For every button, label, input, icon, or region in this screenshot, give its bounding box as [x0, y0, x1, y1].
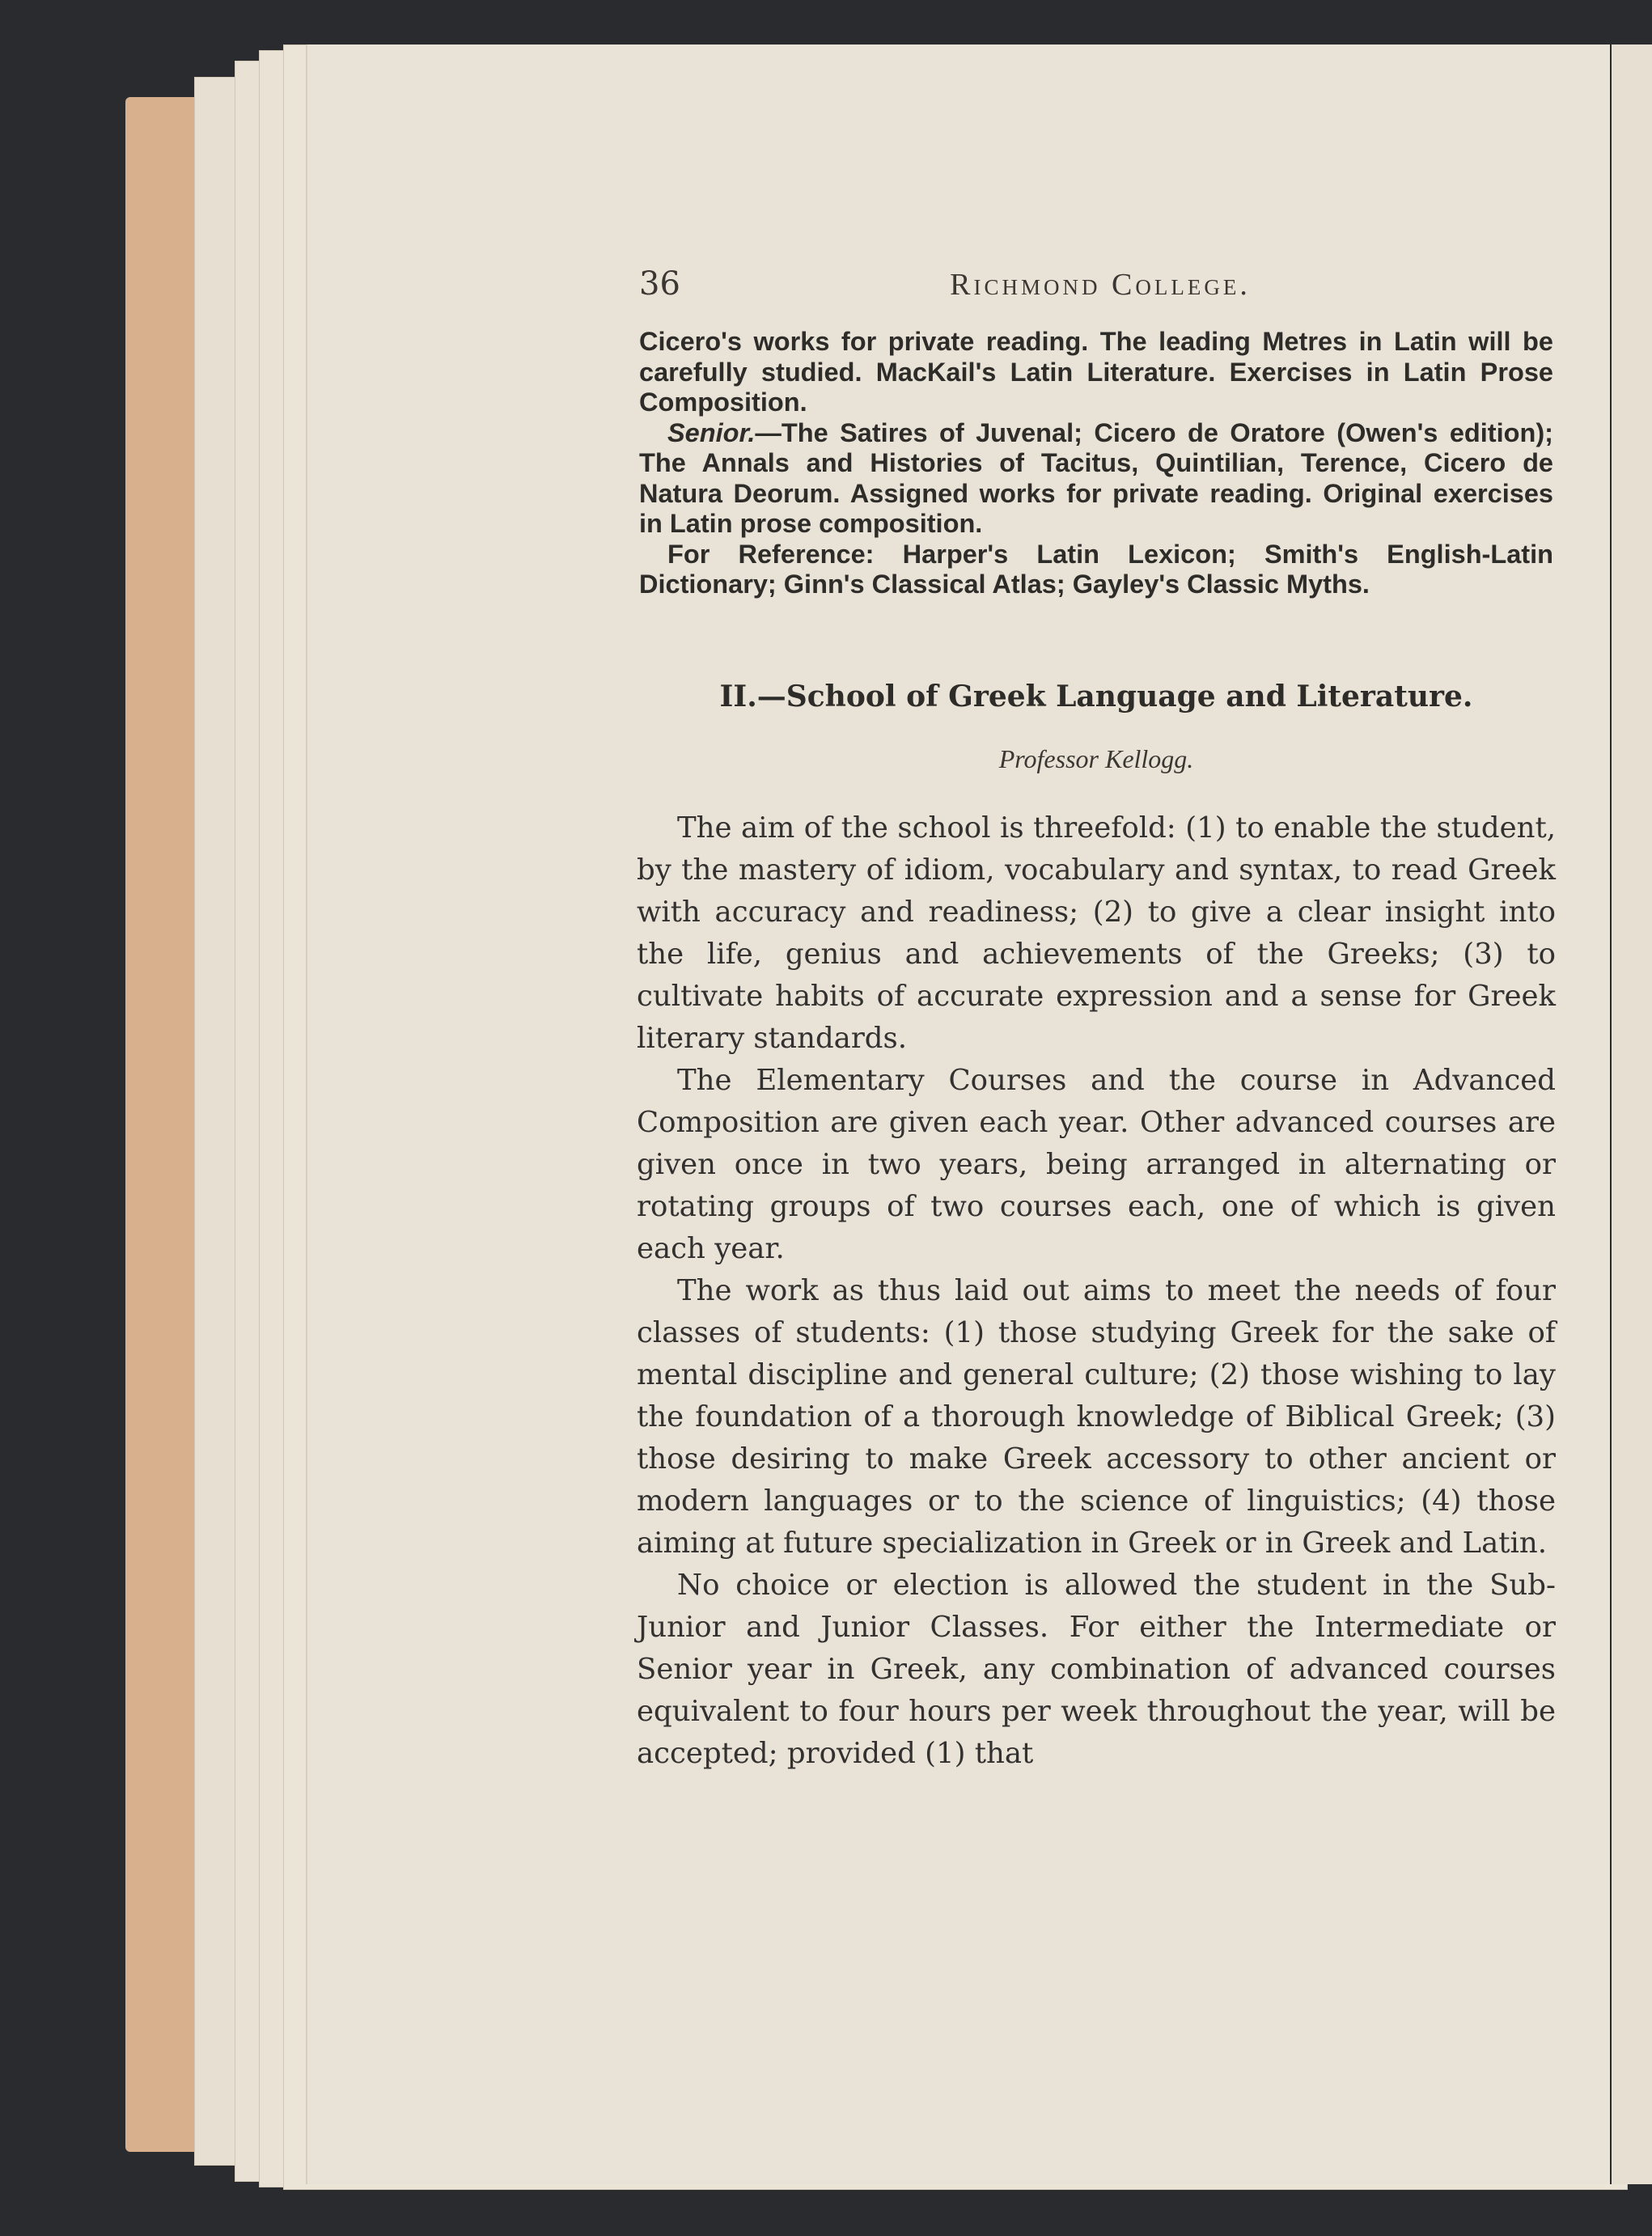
latin-reading-paragraph: Cicero's works for private reading. The leading Metres in Latin will be carefully studied. MacKail's Latin Literature. Exercises in Latin Prose Composition.: [639, 327, 1553, 417]
senior-label: Senior.: [667, 417, 756, 447]
running-title: Richmond College.: [950, 268, 1251, 302]
body-paragraph: No choice or election is allowed the student in the Sub-Junior and Junior Classes. For either the Intermediate or Senior year in Greek, any combination of advanced courses equivalent to four hours per week throughout the year, will be accepted; provided (1) that: [637, 1569, 1556, 1770]
professor-name: Professor Kellogg.: [998, 744, 1194, 773]
greek-section-body: [637, 807, 1556, 1775]
section-heading: II.—School of Greek Language and Literature.: [719, 680, 1473, 714]
facing-page-edge: [1610, 44, 1652, 2184]
page-number: 36: [639, 265, 680, 303]
senior-text: —The Satires of Juvenal; Cicero de Oratore (Owen's edition); The Annals and Histories of Tacitus, Quintilian, Terence, Cicero de Natura Deorum. Assigned works for private reading. Original exercises in Latin prose composition.: [639, 417, 1553, 538]
body-paragraph: The Elementary Courses and the course in Advanced Composition are given each year. Other advanced courses are given once in two years, being arranged in alternating or rotating groups of two courses each, one of which is given each year.: [637, 1064, 1556, 1265]
senior-paragraph: [639, 418, 1553, 540]
body-paragraph: The aim of the school is threefold: (1) to enable the student, by the mastery of idiom, vocabulary and syntax, to read Greek with accuracy and readiness; (2) to give a clear insight into the life, genius and achievements of the Greeks; (3) to cultivate habits of accurate expression and a sense for Greek literary standards.: [637, 811, 1556, 1055]
body-paragraph: The work as thus laid out aims to meet the needs of four classes of students: (1) those studying Greek for the sake of mental discipline and general culture; (2) those wishing to lay the foundation of a thorough knowledge of Biblical Greek; (3) those desiring to make Greek accessory to other ancient or modern languages or to the science of linguistics; (4) those aiming at future specialization in Greek or in Greek and Latin.: [637, 1274, 1556, 1560]
reference-paragraph: For Reference: Harper's Latin Lexicon; Smith's English-Latin Dictionary; Ginn's Classical Atlas; Gayley's Classic Myths.: [639, 539, 1553, 599]
page-header: [639, 265, 1561, 314]
latin-course-continuation: [639, 327, 1553, 600]
